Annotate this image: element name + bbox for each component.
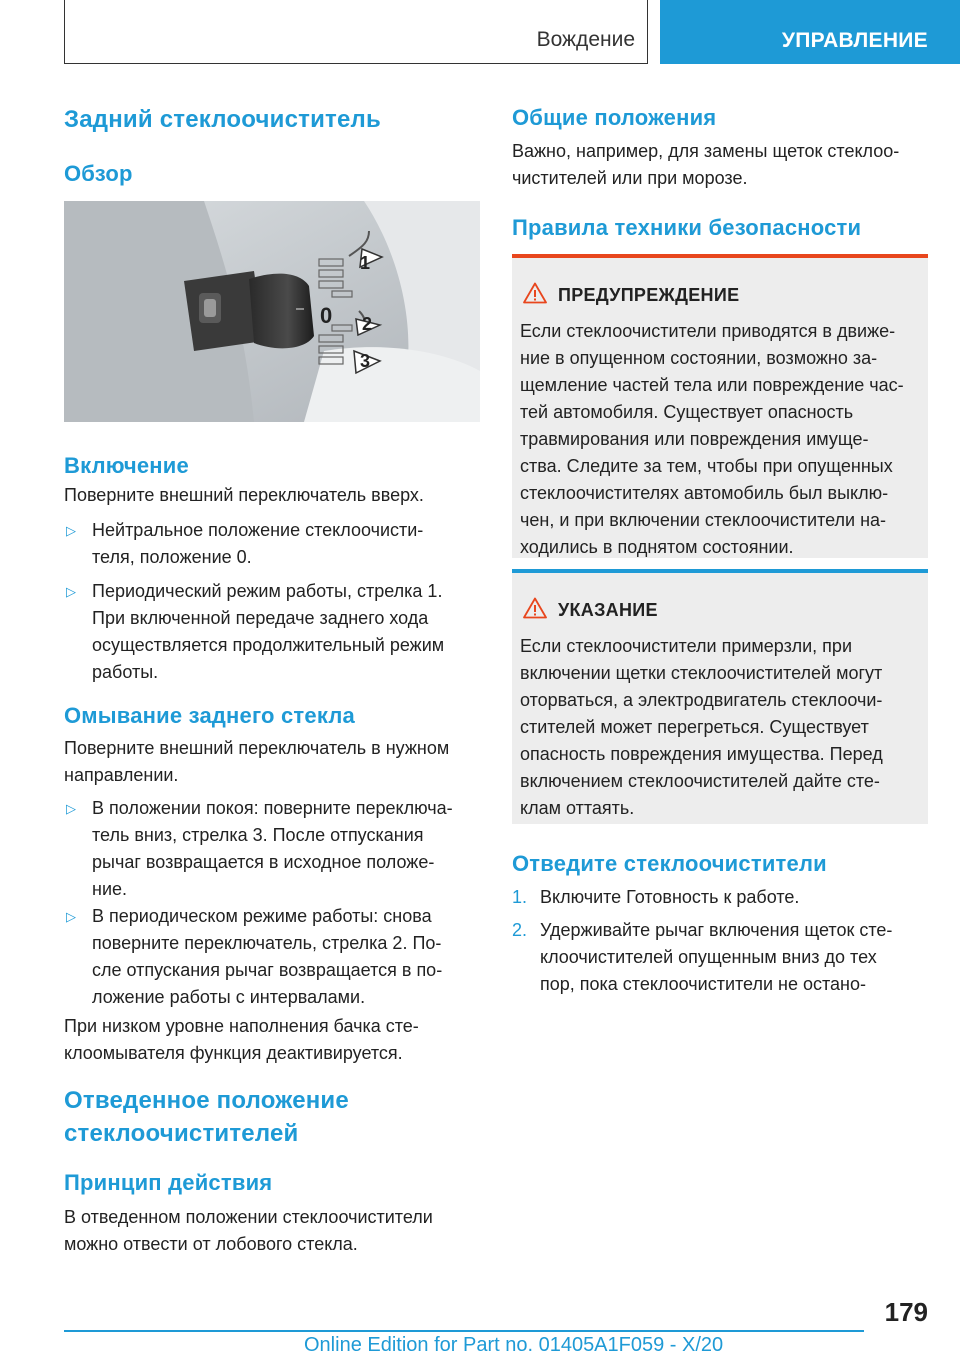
principle-heading: Принцип действия (64, 1170, 273, 1195)
warning-box (512, 254, 928, 558)
text-line: тей автомобиля. Существует опасность (520, 402, 854, 422)
text-line: включении щетки стеклоочистителей могут (520, 663, 883, 683)
footer-divider (64, 1330, 864, 1332)
step-line: клоочистителей опущенным вниз до тех (540, 947, 877, 967)
general-heading: Общие положения (512, 105, 717, 130)
list-item-line: рычаг возвращается в исходное положе- (92, 852, 435, 872)
notice-body (520, 633, 924, 822)
list-item-line: тель вниз, стрелка 3. После отпускания (92, 825, 424, 845)
text-line: щемление частей тела или повреждение час- (520, 375, 904, 395)
bullet-triangle-icon: ▷ (66, 584, 76, 599)
text-line: чистителей или при морозе. (512, 168, 748, 188)
footer-edition: Online Edition for Part no. 01405A1F059 - X/20 (304, 1334, 724, 1356)
list-item-line: сле отпускания рычаг возвращается в по- (92, 960, 443, 980)
header-section-tab (64, 0, 648, 64)
fold-heading: Отведите стеклоочистители (512, 851, 827, 876)
warning-triangle-icon (523, 282, 547, 304)
list-item-line: работы. (92, 662, 159, 682)
step-line: пор, пока стеклоочистители не остано- (540, 974, 866, 994)
text-line: стеклоочистителях автомобиль был выклю- (520, 483, 889, 503)
text-line: При низком уровне наполнения бачка сте- (64, 1016, 419, 1036)
list-item-line: теля, положение 0. (92, 547, 252, 567)
notice-triangle-icon (523, 597, 547, 619)
step-line: Включите Готовность к работе. (540, 887, 800, 907)
list-item-line: Нейтральное положение стеклоочисти- (92, 520, 424, 540)
header-chapter-label: УПРАВЛЕНИЕ (781, 29, 928, 52)
list-item-line: При включенной передаче заднего хода (92, 608, 429, 628)
principle-text (64, 1204, 433, 1258)
page-number: 179 (884, 1297, 928, 1327)
wiper-stalk-figure (64, 201, 480, 422)
text-line: Поверните внешний переключатель в нужном (64, 738, 450, 758)
step-number: 2. (512, 920, 528, 940)
text-line: чен, и при включении стеклоочистители на- (520, 510, 887, 530)
heading-line: Отведенное положение (64, 1087, 349, 1114)
text-line: В отведенном положении стеклоочистители (64, 1207, 433, 1227)
figure-label-3: 3 (360, 351, 371, 371)
overview-heading: Обзор (64, 161, 133, 186)
text-line: опасность повреждения имущества. Перед (520, 744, 883, 764)
heading-line: стеклоочистителей (64, 1120, 299, 1147)
warning-title: ПРЕДУПРЕЖДЕНИЕ (558, 285, 740, 305)
text-line: ние в опущенном состоянии, возможно за- (520, 348, 878, 368)
text-line: оторваться, а электродвигатель стеклоочи- (520, 690, 883, 710)
notice-title: УКАЗАНИЕ (558, 600, 658, 620)
text-line: ства. Следите за тем, чтобы при опущенных (520, 456, 893, 476)
list-item-line: ние. (92, 879, 128, 899)
text-line: ходились в поднятом состоянии. (520, 537, 794, 557)
switch-on-heading: Включение (64, 453, 189, 478)
text-line: Если стеклоочистители примерзли, при (520, 636, 852, 656)
list-item-line: Периодический режим работы, стрелка 1. (92, 581, 443, 601)
section-title: Задний стеклоочиститель (64, 106, 381, 133)
text-line: Важно, например, для замены щеток стеклоо- (512, 141, 900, 161)
figure-label-1: 1 (360, 253, 371, 273)
warning-body (520, 318, 924, 561)
header-section-label: Вождение (536, 28, 635, 51)
text-line: можно отвести от лобового стекла. (64, 1234, 358, 1254)
text-line: клам оттаять. (520, 798, 635, 818)
text-line: клоомывателя функция деактивируется. (64, 1043, 403, 1063)
text-line: включением стеклоочистителей дайте сте- (520, 771, 880, 791)
washing-note (64, 1013, 419, 1067)
bullet-triangle-icon: ▷ (66, 909, 76, 924)
notice-box (512, 569, 928, 824)
text-line: направлении. (64, 765, 179, 785)
list-item-line: В положении покоя: поверните переключа- (92, 798, 453, 818)
header-chapter-tab (660, 0, 960, 64)
text-line: стителей может перегреться. Существует (520, 717, 869, 737)
washing-heading: Омывание заднего стекла (64, 703, 355, 728)
text-line: Если стеклоочистители приводятся в движе- (520, 321, 896, 341)
list-item-line: ложение работы с интервалами. (92, 987, 366, 1007)
general-text (512, 138, 899, 192)
step-number: 1. (512, 887, 528, 907)
bullet-triangle-icon: ▷ (66, 801, 76, 816)
text-line: травмирования или повреждения имуще- (520, 429, 869, 449)
list-item-line: В периодическом режиме работы: снова (92, 906, 432, 926)
folded-heading (64, 1084, 349, 1150)
figure-label-2: 2 (362, 314, 373, 334)
safety-heading: Правила техники безопасности (512, 215, 862, 240)
switch-on-text: Поверните внешний переключатель вверх. (64, 485, 424, 505)
figure-label-0: 0 (320, 303, 333, 328)
step-line: Удерживайте рычаг включения щеток сте- (540, 920, 893, 940)
list-item-line: поверните переключатель, стрелка 2. По- (92, 933, 442, 953)
list-item-line: осуществляется продолжительный режим (92, 635, 445, 655)
bullet-triangle-icon: ▷ (66, 523, 76, 538)
washing-text (64, 735, 449, 789)
